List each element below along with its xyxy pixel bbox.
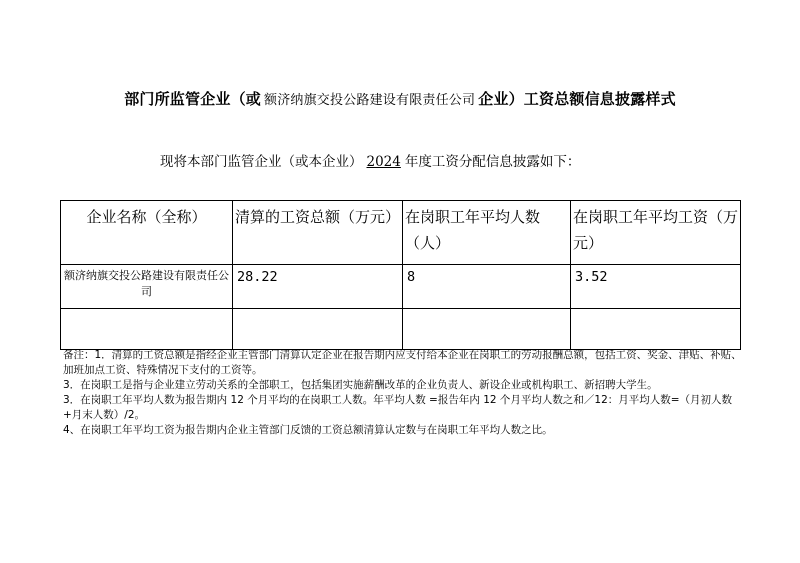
note-item: 3．在岗职工是指与企业建立劳动关系的全部职工，包括集团实施薪酬改革的企业负责人、新设企业或机构职工、新招聘大学生。	[63, 379, 658, 391]
cell-company-name: 额济纳旗交投公路建设有限责任公司	[61, 265, 233, 309]
cell-total-wage: 28.22	[233, 265, 403, 309]
header-company-name: 企业名称（全称）	[61, 201, 233, 265]
cell-empty	[571, 309, 741, 350]
title-company-name: 额济纳旗交投公路建设有限责任公司	[264, 93, 476, 108]
intro-paragraph	[160, 150, 580, 170]
cell-empty	[233, 309, 403, 350]
intro-text-before: 现将本部门监管企业（或本企业）	[160, 154, 363, 170]
header-avg-wage: 在岗职工年平均工资（万元）	[571, 201, 741, 265]
cell-avg-headcount: 8	[403, 265, 571, 309]
table-header-row	[61, 201, 741, 265]
wage-info-table	[60, 200, 741, 350]
header-total-wage: 清算的工资总额（万元）	[233, 201, 403, 265]
cell-empty	[61, 309, 233, 350]
intro-text-after: 年度工资分配信息披露如下：	[404, 154, 581, 170]
cell-avg-wage: 3.52	[571, 265, 741, 309]
intro-year: 2024	[366, 154, 401, 170]
header-avg-headcount: 在岗职工年平均人数（人）	[403, 201, 571, 265]
note-item: 3．在岗职工年平均人数为报告期内 12 个月平均的在岗职工人数。年平均人数 =报告年内 12 个月平均人数之和／12：月平均人数=（月初人数+月末人数）/2。	[63, 394, 733, 421]
cell-empty	[403, 309, 571, 350]
note-item: 备注：1．清算的工资总额是指经企业主管部门清算认定企业在报告期内应支付给本企业在岗职工的劳动报酬总额，包括工资、奖金、津贴、补贴、加班加点工资、特殊情况下支付的工资等。	[63, 349, 742, 376]
title-suffix: 企业）工资总额信息披露样式	[478, 90, 676, 108]
title-prefix: 部门所监管企业（或	[124, 90, 261, 108]
note-item: 4、在岗职工年平均工资为报告期内企业主管部门反馈的工资总额清算认定数与在岗职工年平均人数之比。	[63, 424, 553, 436]
notes-section	[63, 348, 743, 438]
document-title	[0, 88, 800, 109]
table-row	[61, 265, 741, 309]
table-row-empty	[61, 309, 741, 350]
